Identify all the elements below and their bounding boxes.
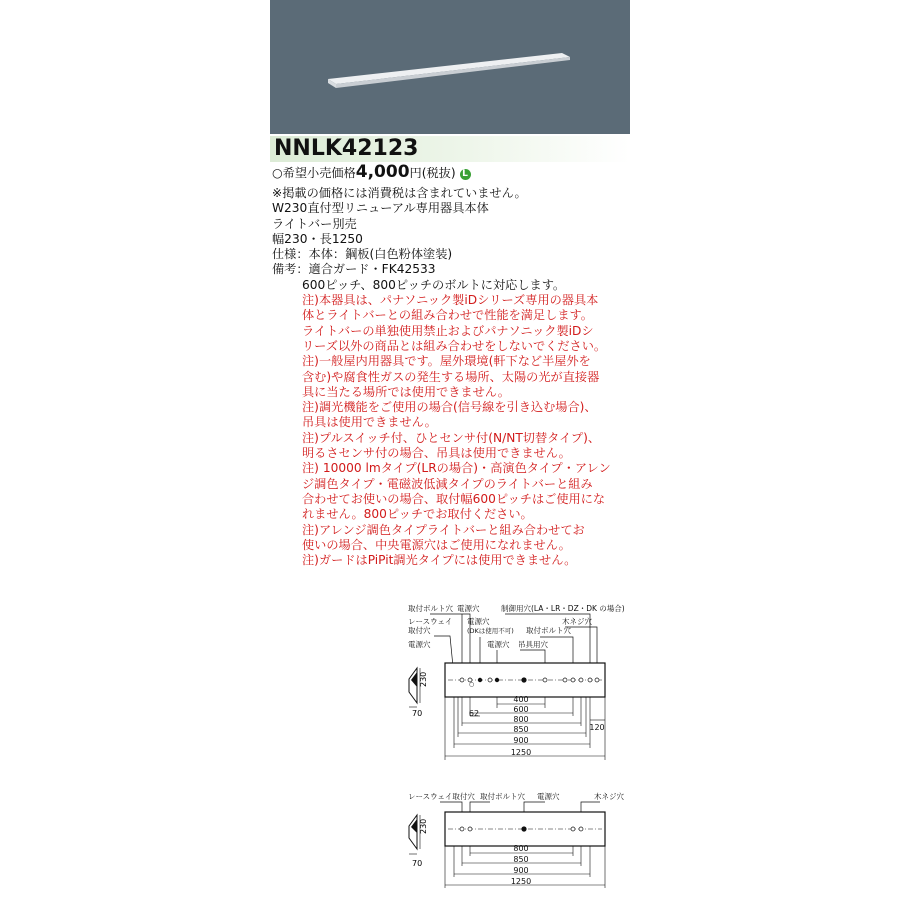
label2-bolt-hole: 取付ボルト穴 xyxy=(480,792,525,801)
note-line: ライトバーの単独使用禁止およびパナソニック製iDシ xyxy=(302,323,594,338)
dim2-900: 900 xyxy=(513,866,529,875)
note-line: 吊具は使用できません。 xyxy=(302,415,437,430)
label-bolt-hole: 取付ボルト穴 xyxy=(408,604,453,613)
dim2-1250: 1250 xyxy=(510,877,532,886)
label-raceway-2: 取付穴 xyxy=(408,626,431,635)
svg-text:○: ○ xyxy=(469,681,475,688)
plan-view-1 xyxy=(445,663,605,697)
label-bolt-hole-2: 取付ボルト穴 xyxy=(526,626,571,635)
dim-400: 400 xyxy=(513,695,529,704)
dim2-850: 850 xyxy=(513,855,529,864)
info-line: ライトバー別売 xyxy=(272,216,357,231)
label-control-hole: 制御用穴(LA・LR・DZ・DK の場合) xyxy=(501,604,625,613)
note-line: 注)ガードはPiPit調光タイプには使用できません。 xyxy=(302,553,577,568)
note-line: 明るさセンサ付の場合、吊具は使用できません。 xyxy=(302,446,571,461)
side-profile-1 xyxy=(409,668,428,718)
note-line: 使いの場合、中央電源穴はご使用になれません。 xyxy=(302,537,571,552)
label-dk-note: (DKは使用不可) xyxy=(467,627,514,635)
note-line: 注)本器具は、パナソニック製iDシリーズ専用の器具本 xyxy=(302,293,599,308)
label-hanger-hole: 吊具用穴 xyxy=(518,640,548,649)
dim-850: 850 xyxy=(513,725,529,734)
label2-wood-screw: 木ネジ穴 xyxy=(594,792,624,801)
label-raceway: レースウェイ xyxy=(408,617,453,626)
dim-1250: 1250 xyxy=(510,748,532,757)
dim-120: 120 xyxy=(589,723,605,732)
note-line: 体とライトバーとの組み合わせで性能を満足します。 xyxy=(302,308,593,323)
label-side-power: 電源穴 xyxy=(408,640,431,649)
dim-62: 62 xyxy=(468,709,480,718)
remark-line: 600ピッチ、800ピッチのボルトに対応します。 xyxy=(302,277,566,292)
note-line: 含む)や腐食性ガスの発生する場所、太陽の光が直接器 xyxy=(302,369,600,384)
note-line: れません。800ピッチでお取付ください。 xyxy=(302,507,533,522)
dim2-800: 800 xyxy=(513,844,529,853)
label-wood-screw: 木ネジ穴 xyxy=(562,617,592,626)
note-line: リーズ以外の商品とは組み合わせをしないでください。 xyxy=(302,338,607,353)
eco-mark-icon: L xyxy=(460,169,471,180)
dim-230-side: 230 xyxy=(419,671,428,687)
side-profile-2 xyxy=(409,815,428,868)
dim-70-side: 70 xyxy=(412,709,423,718)
note-line: 合わせてお使いの場合、取付幅600ピッチはご使用にな xyxy=(302,491,606,506)
price-value: 4,000 xyxy=(355,162,410,182)
dim-800: 800 xyxy=(513,715,529,724)
model-number: NNLK42123 xyxy=(274,136,419,161)
label2-power-hole: 電源穴 xyxy=(537,792,560,801)
note-line: 注)プルスイッチ付、ひとセンサ付(N/NT切替タイプ)、 xyxy=(302,430,601,445)
price-prefix: ○希望小売価格 xyxy=(272,166,356,180)
info-line: 仕様：本体：鋼板(白色粉体塗装) xyxy=(272,247,453,262)
info-line: 備考：適合ガード・FK42533 xyxy=(272,262,436,277)
note-line: 注) 10000 lmタイプ(LRの場合)・高演色タイプ・アレン xyxy=(302,461,611,476)
note-line: 注)調光機能をご使用の場合(信号線を引き込む場合)、 xyxy=(302,400,597,415)
label-power-hole: 電源穴 xyxy=(457,604,480,613)
info-line: W230直付型リニューアル専用器具本体 xyxy=(272,201,489,216)
plan-view-2 xyxy=(445,812,605,846)
dim2-230-side: 230 xyxy=(419,818,428,834)
price-suffix: 円(税抜) xyxy=(409,166,456,180)
info-line: ※掲載の価格には消費税は含まれていません。 xyxy=(272,186,527,200)
note-line: 具に当たる場所では使用できません。 xyxy=(302,384,510,399)
dim-900: 900 xyxy=(513,736,529,745)
dim-600: 600 xyxy=(513,705,529,714)
info-line: 幅230・長1250 xyxy=(272,231,363,246)
label2-raceway: レースウェイ取付穴 xyxy=(408,792,475,801)
note-line: 注)アレンジ調色タイプライトバーと組み合わせてお xyxy=(302,522,585,537)
note-line: 注)一般屋内用器具です。屋外環境(軒下など半屋外を xyxy=(302,354,591,369)
label-power-hole-2: 電源穴 xyxy=(467,617,490,626)
label-power-hole-3: 電源穴 xyxy=(487,640,510,649)
note-line: ジ調色タイプ・電磁波低減タイプのライトバーと組み xyxy=(302,476,593,491)
dim2-70-side: 70 xyxy=(412,859,423,868)
